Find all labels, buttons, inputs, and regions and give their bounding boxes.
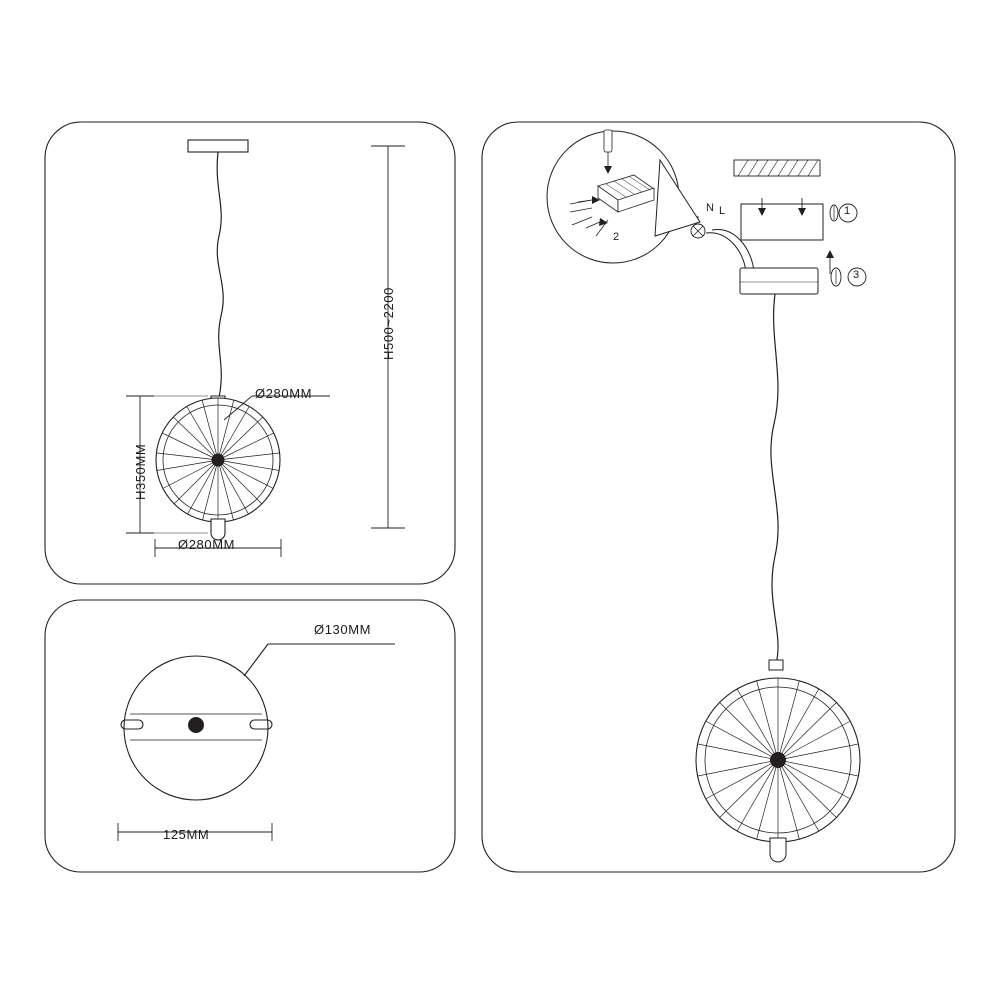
install-cable [771, 294, 778, 664]
canopy-screw-detail [826, 250, 841, 286]
dim-shade-height-label: H350MM [133, 443, 148, 500]
dim-shade-diameter-side-label: Ø280MM [255, 386, 313, 401]
step-1-label: 1 [844, 205, 851, 217]
installation-drawing [608, 160, 868, 862]
step-2-label: 2 [613, 231, 620, 243]
mounting-bracket [741, 198, 823, 240]
dim-drop-height-label: H500~2200 [381, 287, 396, 360]
screwdriver-icon [604, 130, 612, 174]
dim-shade-diameter-bottom-label: Ø280MM [178, 537, 236, 552]
dim-canopy-width-label: 125MM [163, 827, 210, 842]
canopy-center-hole [188, 717, 204, 733]
install-shade-cap [769, 660, 783, 670]
install-shade-hub [770, 752, 786, 768]
install-shade-finial [770, 838, 786, 862]
detail-callout [547, 130, 700, 263]
dim-canopy-diameter-label: Ø130MM [314, 622, 372, 637]
ceiling-hatch [734, 160, 820, 176]
terminal-l-label: L [719, 205, 726, 217]
canopy-plate [188, 140, 248, 152]
terminal-n-label: N [706, 202, 715, 214]
canopy-diameter-leader [244, 644, 268, 676]
canopy-side [740, 268, 818, 294]
elevation-drawing [148, 140, 288, 540]
step-3-label: 3 [853, 269, 860, 281]
shade-hub [212, 454, 225, 467]
detail-bubble-pointer [655, 160, 700, 236]
canopy-plan-drawing [118, 644, 395, 841]
suspension-cable [217, 152, 223, 398]
bracket-screw-detail [830, 205, 838, 221]
